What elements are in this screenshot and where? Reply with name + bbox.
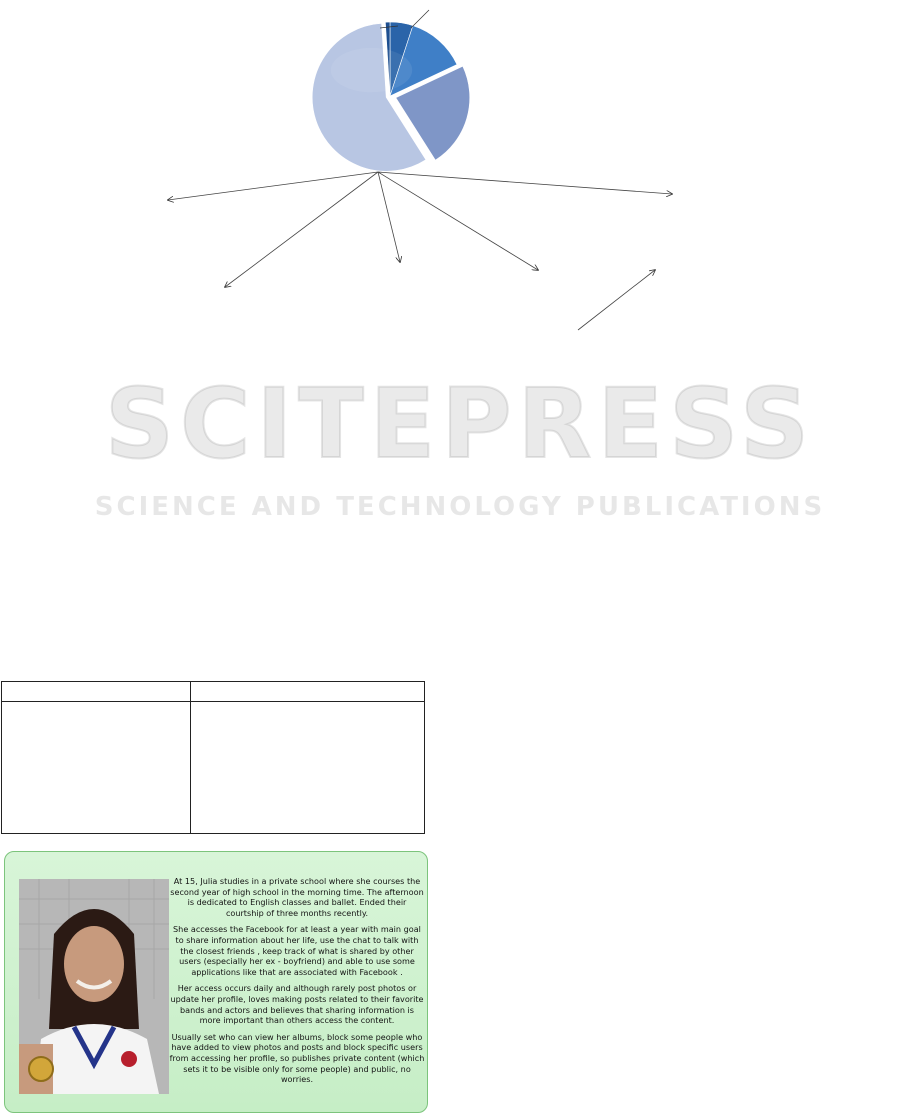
persona-photo <box>19 879 169 1094</box>
arrow-6 <box>578 270 655 330</box>
persona-paragraph-4: Usually set who can view her albums, block some people who have added to view photos and posts and block specific users from accessing her profile, so publishes private content (which sets it to be visible only for some people) and public, no worries. <box>169 1031 425 1085</box>
arrow-2 <box>378 172 672 194</box>
generation-leader-1 <box>411 10 429 28</box>
arrow-5 <box>378 172 538 270</box>
generation-pie-highlight <box>331 48 412 92</box>
arrow-4 <box>378 172 400 262</box>
table-column-divider <box>190 682 191 833</box>
persona-paragraph-3: Her access occurs daily and although rarely post photos or update her profile, loves making posts related to their favorite bands and actors and believes that sharing information is more important than others access the content. <box>170 983 424 1026</box>
persona-paragraph-2: She accesses the Facebook for at least a year with main goal to share information about her life, use the chat to talk with the closest friends , keep track of what is shared by other users (especially her ex - boyfriend) and able to use some applications like that are associated with Facebook . <box>173 924 421 977</box>
pie-charts-svg <box>0 0 915 520</box>
persona-description <box>169 876 425 1091</box>
empty-table <box>1 681 425 834</box>
persona-paragraph-1: At 15, Julia studies in a private school where she courses the second year of high school in the morning time. The afternoon is dedicated to English classes and ballet. Ended their courtship of three months recently. <box>170 876 424 918</box>
persona-card <box>4 851 428 1113</box>
watermark-sub: SCIENCE AND TECHNOLOGY PUBLICATIONS <box>94 492 826 522</box>
persona-demographics-figure <box>0 0 915 520</box>
table-header-row <box>2 682 424 702</box>
watermark-main: SCITEPRESS <box>104 368 816 480</box>
